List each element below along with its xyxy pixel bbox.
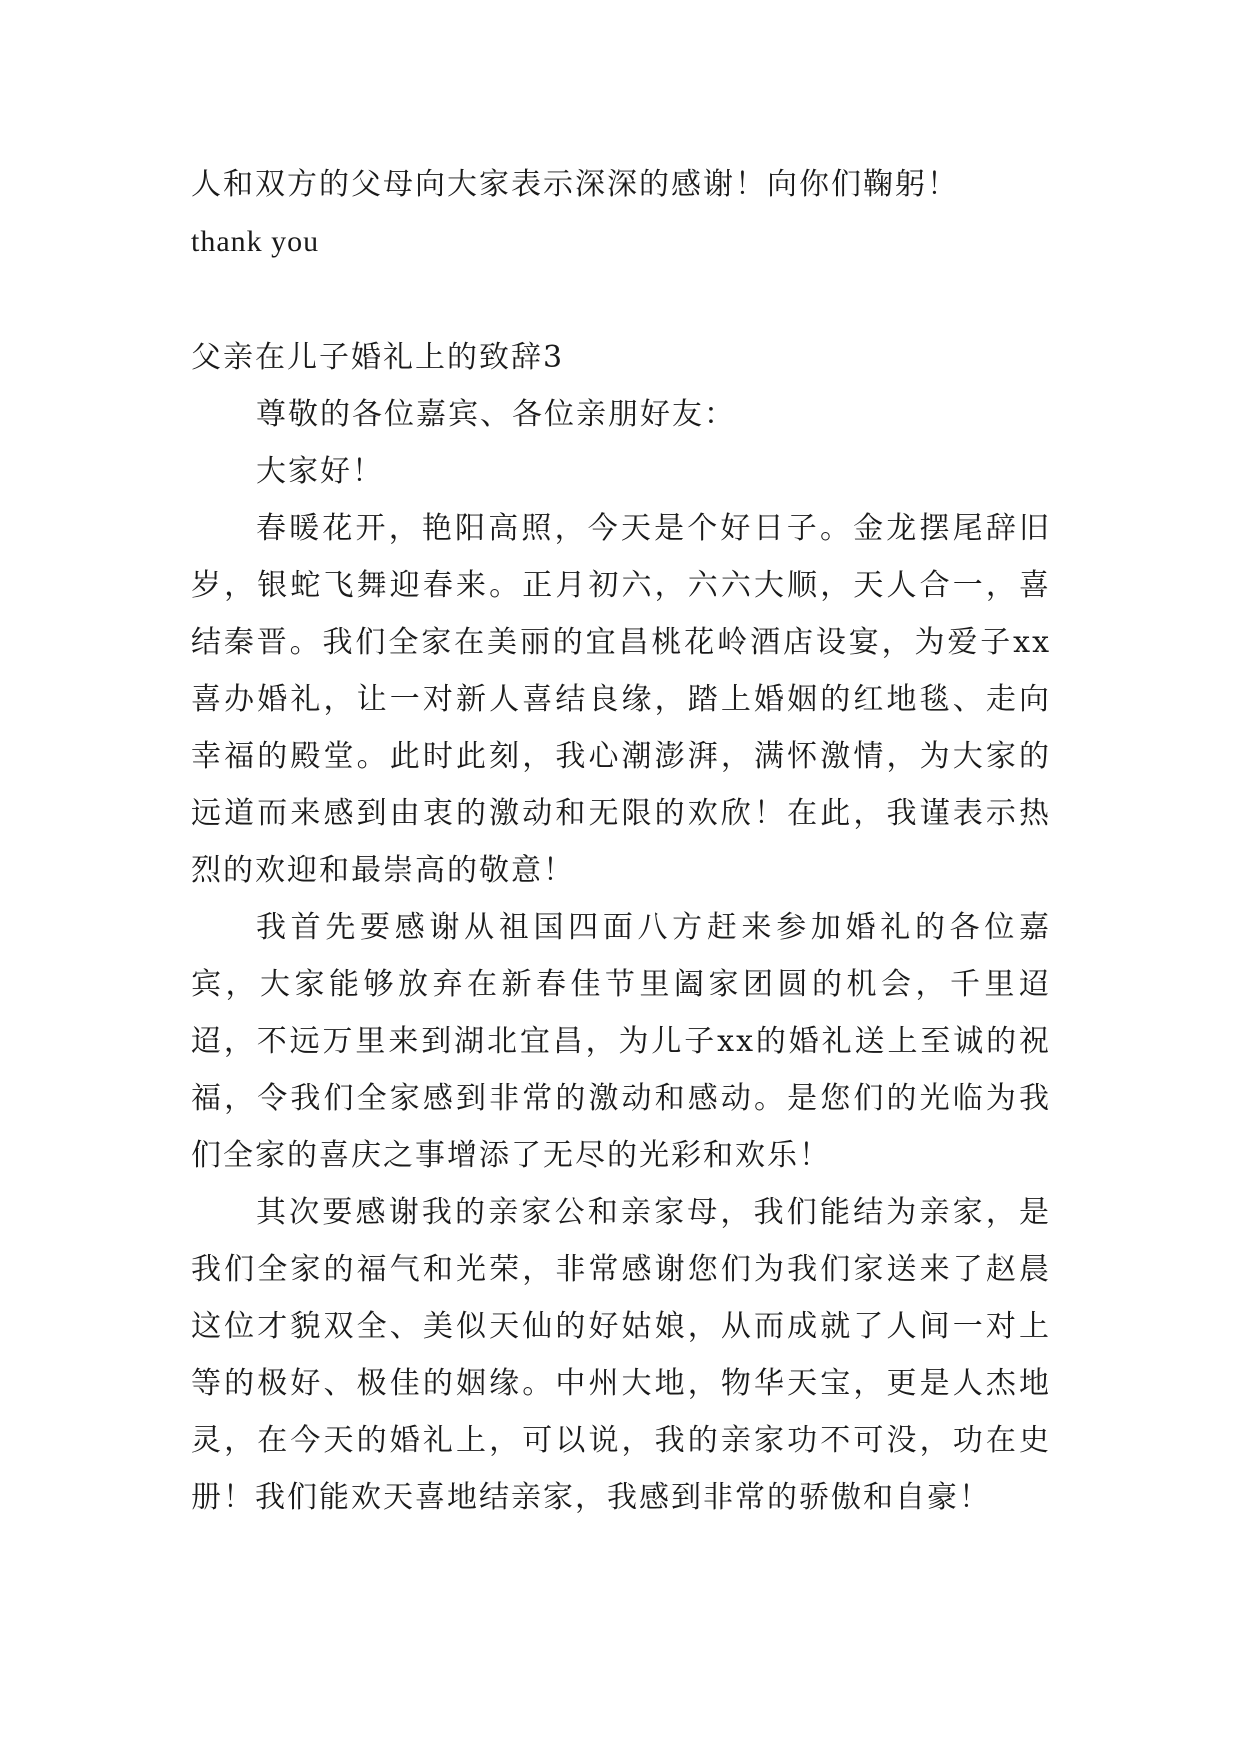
continuation-english-line: thank you bbox=[191, 225, 320, 258]
paragraph-welcome: 春暖花开，艳阳高照，今天是个好日子。金龙摆尾辞旧岁，银蛇飞舞迎春来。正月初六，六六大顺，天人合一，喜结秦晋。我们全家在美丽的宜昌桃花岭酒店设宴，为爱子xx喜办婚礼，让一对新人喜结良缘，踏上婚姻的红地毯、走向幸福的殿堂。此时此刻，我心潮澎湃，满怀激情，为大家的远道而来感到由衷的激动和无限的欢欣！在此，我谨表示热烈的欢迎和最崇高的敬意！ bbox=[191, 511, 1051, 888]
continuation-line: 人和双方的父母向大家表示深深的感谢！向你们鞠躬！ bbox=[191, 167, 959, 202]
blank-line bbox=[191, 270, 1051, 327]
document-page bbox=[191, 156, 1051, 1526]
paragraph-thanks-in-laws: 其次要感谢我的亲家公和亲家母，我们能结为亲家，是我们全家的福气和光荣，非常感谢您们为我们家送来了赵晨这位才貌双全、美似天仙的好姑娘，从而成就了人间一对上等的极好、极佳的姻缘。中州大地，物华天宝，更是人杰地灵，在今天的婚礼上，可以说，我的亲家功不可没，功在史册！我们能欢天喜地结亲家，我感到非常的骄傲和自豪！ bbox=[191, 1195, 1051, 1515]
salutation: 尊敬的各位嘉宾、各位亲朋好友： bbox=[256, 397, 736, 432]
greeting: 大家好！ bbox=[256, 454, 384, 489]
paragraph-thanks-guests: 我首先要感谢从祖国四面八方赶来参加婚礼的各位嘉宾，大家能够放弃在新春佳节里阖家团圆的机会，千里迢迢，不远万里来到湖北宜昌，为儿子xx的婚礼送上至诚的祝福，令我们全家感到非常的激动和感动。是您们的光临为我们全家的喜庆之事增添了无尽的光彩和欢乐！ bbox=[191, 910, 1051, 1173]
section-title: 父亲在儿子婚礼上的致辞3 bbox=[191, 340, 565, 375]
